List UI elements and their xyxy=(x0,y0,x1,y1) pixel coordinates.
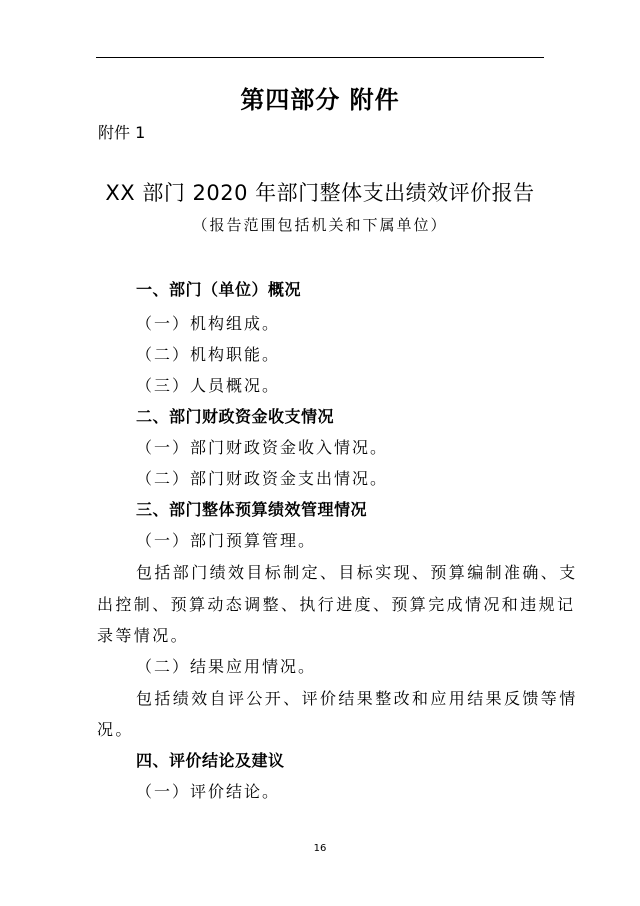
header-rule xyxy=(96,57,544,58)
section-heading-3: 三、部门整体预算绩效管理情况 xyxy=(136,500,368,519)
section-3-paragraph-2-line-2: 况。 xyxy=(97,720,134,739)
report-title: XX 部门 2020 年部门整体支出绩效评价报告 xyxy=(105,181,535,205)
section-3-paragraph-2-line-1: 包括绩效自评公开、评价结果整改和应用结果反馈等情 xyxy=(136,689,578,708)
section-3-paragraph-1-line-2: 出控制、预算动态调整、执行进度、预算完成情况和违规记 xyxy=(97,595,576,614)
section-heading-4: 四、评价结论及建议 xyxy=(136,751,285,770)
section-3-item-2: （二）结果应用情况。 xyxy=(136,657,317,676)
section-1-item-3: （三）人员概况。 xyxy=(136,376,281,395)
part-title: 第四部分 附件 xyxy=(240,86,400,114)
section-2-item-1: （一）部门财政资金收入情况。 xyxy=(136,438,389,457)
attachment-label: 附件 1 xyxy=(98,123,146,142)
section-3-item-1: （一）部门预算管理。 xyxy=(136,531,317,550)
section-3-paragraph-1-line-1: 包括部门绩效目标制定、目标实现、预算编制准确、支 xyxy=(136,563,578,582)
section-1-item-2: （二）机构职能。 xyxy=(136,345,281,364)
section-2-item-2: （二）部门财政资金支出情况。 xyxy=(136,469,389,488)
section-3-paragraph-1-line-3: 录等情况。 xyxy=(97,626,190,645)
section-heading-1: 一、部门（单位）概况 xyxy=(136,280,302,299)
section-heading-2: 二、部门财政资金收支情况 xyxy=(136,407,335,426)
section-4-item-1: （一）评价结论。 xyxy=(136,782,281,801)
report-subtitle: （报告范围包括机关和下属单位） xyxy=(192,216,448,234)
section-1-item-1: （一）机构组成。 xyxy=(136,314,281,333)
page-number: 16 xyxy=(313,843,327,854)
